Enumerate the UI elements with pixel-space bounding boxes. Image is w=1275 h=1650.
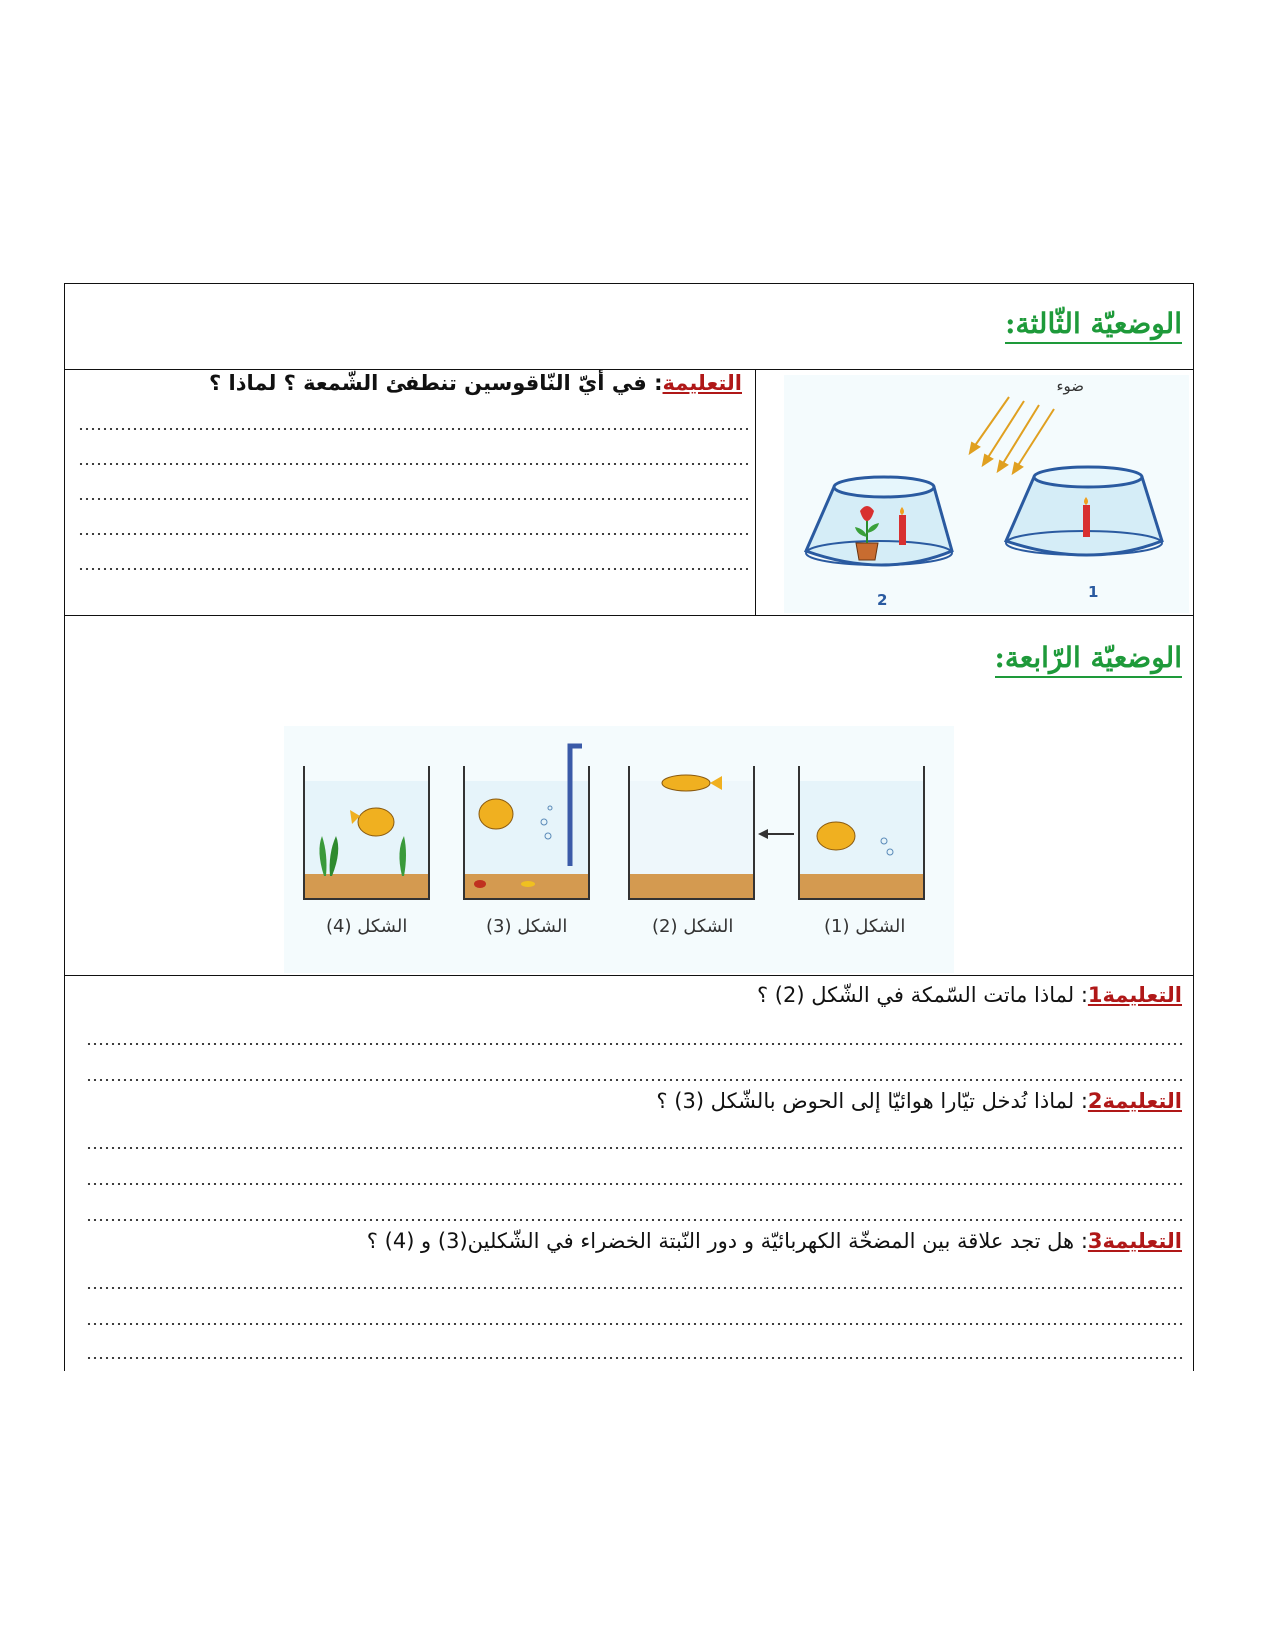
column-divider (755, 369, 756, 615)
bell-jar-1 (1006, 467, 1162, 555)
aquarium-4 (304, 766, 429, 899)
row-divider-2 (64, 615, 1194, 616)
bell-jar-2 (806, 477, 952, 565)
answer-line[interactable] (86, 1147, 1184, 1149)
situation-4-title: الوضعيّة الرّابعة: (995, 641, 1182, 678)
instruction-label: التعليمة3 (1087, 1229, 1182, 1253)
instruction-label: التعليمة2 (1087, 1089, 1182, 1113)
answer-line[interactable] (86, 1357, 1184, 1359)
light-label: ضوء (1056, 377, 1084, 395)
row-divider-3 (64, 975, 1194, 976)
instruction-text: هل تجد علاقة بين المضخّة الكهربائيّة و دور النّبتة الخضراء في الشّكلين(3) و (4) ؟ (366, 1229, 1075, 1253)
answer-line[interactable] (86, 1219, 1184, 1221)
situation-3-instruction: التعليمة: في أيّ النّاقوسين تنطفئ الشّمعة ؟ لماذا ؟ (209, 371, 742, 395)
answer-line[interactable] (78, 533, 748, 535)
table-border-left (64, 283, 65, 1371)
answer-line[interactable] (78, 463, 748, 465)
answer-line[interactable] (86, 1323, 1184, 1325)
instruction-text: لماذا نُدخل تيّارا هوائيّا إلى الحوض بالشّكل (3) ؟ (656, 1089, 1075, 1113)
light-arrows (970, 397, 1054, 473)
answer-line[interactable] (78, 428, 748, 430)
bell-2-number: 2 (877, 591, 888, 609)
situation-4-instruction-3: التعليمة3: هل تجد علاقة بين المضخّة الكهربائيّة و دور النّبتة الخضراء في الشّكلين(3) و (4) ؟ (366, 1229, 1182, 1253)
instruction-text: لماذا ماتت السّمكة في الشّكل (2) ؟ (756, 983, 1075, 1007)
aquarium-2 (629, 766, 754, 899)
aquarium-3 (464, 746, 589, 899)
row-divider-1 (64, 369, 1194, 370)
bell-1-number: 1 (1088, 583, 1099, 601)
worksheet-table (64, 283, 1194, 1371)
bell-jars-figure (784, 375, 1189, 613)
table-border-right (1193, 283, 1194, 1371)
bell-jars-drawing (784, 375, 1189, 613)
aquariums-figure (284, 726, 954, 973)
arrow-tank1-to-tank2 (758, 829, 794, 839)
table-border-top (64, 283, 1194, 284)
situation-4-instruction-2: التعليمة2: لماذا نُدخل تيّارا هوائيّا إلى الحوض بالشّكل (3) ؟ (656, 1089, 1182, 1113)
answer-line[interactable] (86, 1183, 1184, 1185)
aquarium-1 (799, 766, 924, 899)
instruction-text: في أيّ النّاقوسين تنطفئ الشّمعة ؟ لماذا ؟ (209, 371, 647, 395)
answer-line[interactable] (78, 568, 748, 570)
instruction-label: التعليمة1 (1087, 983, 1182, 1007)
figure-2-caption: الشكل (2) (652, 916, 734, 937)
instruction-label: التعليمة (662, 371, 742, 395)
figure-1-caption: الشكل (1) (824, 916, 906, 937)
figure-3-caption: الشكل (3) (486, 916, 568, 937)
answer-line[interactable] (86, 1287, 1184, 1289)
answer-line[interactable] (86, 1079, 1184, 1081)
answer-line[interactable] (86, 1043, 1184, 1045)
figure-4-caption: الشكل (4) (326, 916, 408, 937)
situation-3-title: الوضعيّة الثّالثة: (1005, 307, 1182, 344)
answer-line[interactable] (78, 498, 748, 500)
situation-4-instruction-1: التعليمة1: لماذا ماتت السّمكة في الشّكل (2) ؟ (756, 983, 1182, 1007)
